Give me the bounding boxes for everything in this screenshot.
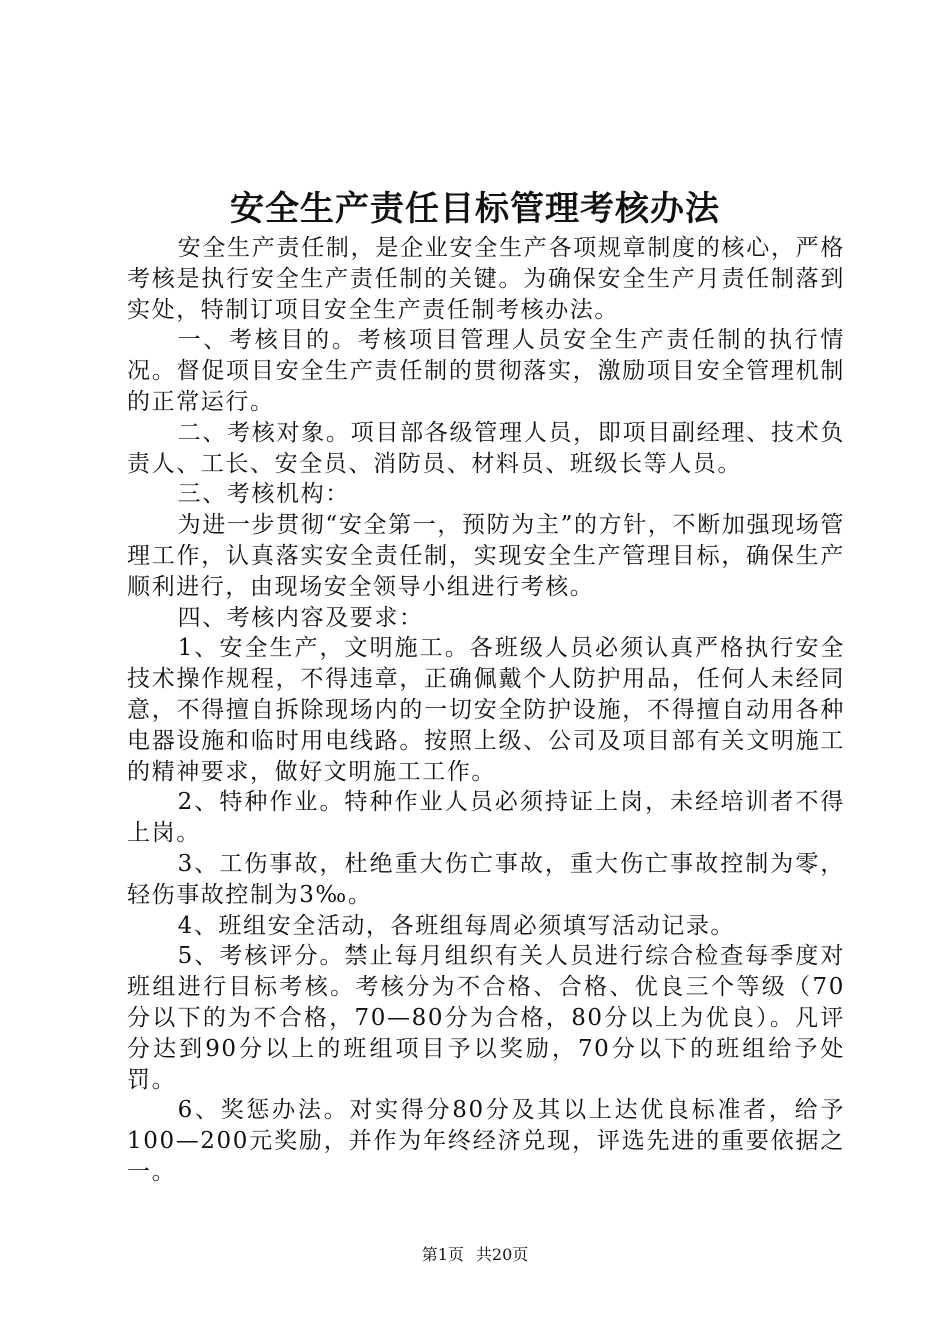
- paragraph-item-2: 2、特种作业。特种作业人员必须持证上岗，未经培训者不得上岗。: [127, 789, 845, 847]
- page-total: 共20页: [475, 1245, 529, 1264]
- page-number: 第1页: [421, 1245, 464, 1264]
- paragraph-item-3: 3、工伤事故，杜绝重大伤亡事故，重大伤亡事故控制为零，轻伤事故控制为3‰。: [127, 850, 845, 908]
- page-footer: [0, 1244, 950, 1266]
- paragraph-organization: 为进一步贯彻“安全第一，预防为主”的方针，不断加强现场管理工作，认真落实安全责任制，实现安全生产管理目标，确保生产顺利进行，由现场安全领导小组进行考核。: [127, 512, 845, 600]
- paragraph-target: 二、考核对象。项目部各级管理人员，即项目副经理、技术负责人、工长、安全员、消防员、材料员、班级长等人员。: [127, 419, 845, 477]
- paragraph-item-5: 5、考核评分。禁止每月组织有关人员进行综合检查每季度对班组进行目标考核。考核分为不合格、合格、优良三个等级（70分以下的为不合格，70—80分为合格，80分以上为优良）。凡评分达到90分以上的班组项目予以奖励，70分以下的班组给予处罚。: [127, 943, 845, 1093]
- document-title: 安全生产责任目标管理考核办法: [230, 189, 720, 229]
- paragraph-intro: 安全生产责任制，是企业安全生产各项规章制度的核心，严格考核是执行安全生产责任制的关键。为确保安全生产月责任制落到实处，特制订项目安全生产责任制考核办法。: [127, 235, 845, 323]
- document-body: [127, 233, 845, 1188]
- paragraph-content-heading: 四、考核内容及要求：: [177, 604, 424, 631]
- paragraph-organization-heading: 三、考核机构：: [177, 481, 350, 508]
- paragraph-item-6: 6、奖惩办法。对实得分80分及其以上达优良标准者，给予100—200元奖励，并作为年终经济兑现，评选先进的重要依据之一。: [127, 1097, 845, 1185]
- paragraph-item-4: 4、班组安全活动，各班组每周必须填写活动记录。: [177, 912, 736, 939]
- paragraph-purpose: 一、考核目的。考核项目管理人员安全生产责任制的执行情况。督促项目安全生产责任制的贯彻落实，激励项目安全管理机制的正常运行。: [127, 327, 845, 415]
- paragraph-item-1: 1、安全生产，文明施工。各班级人员必须认真严格执行安全技术操作规程，不得违章，正确佩戴个人防护用品，任何人未经同意，不得擅自拆除现场内的一切安全防护设施，不得擅自动用各种电器设施和临时用电线路。按照上级、公司及项目部有关文明施工的精神要求，做好文明施工工作。: [127, 635, 845, 785]
